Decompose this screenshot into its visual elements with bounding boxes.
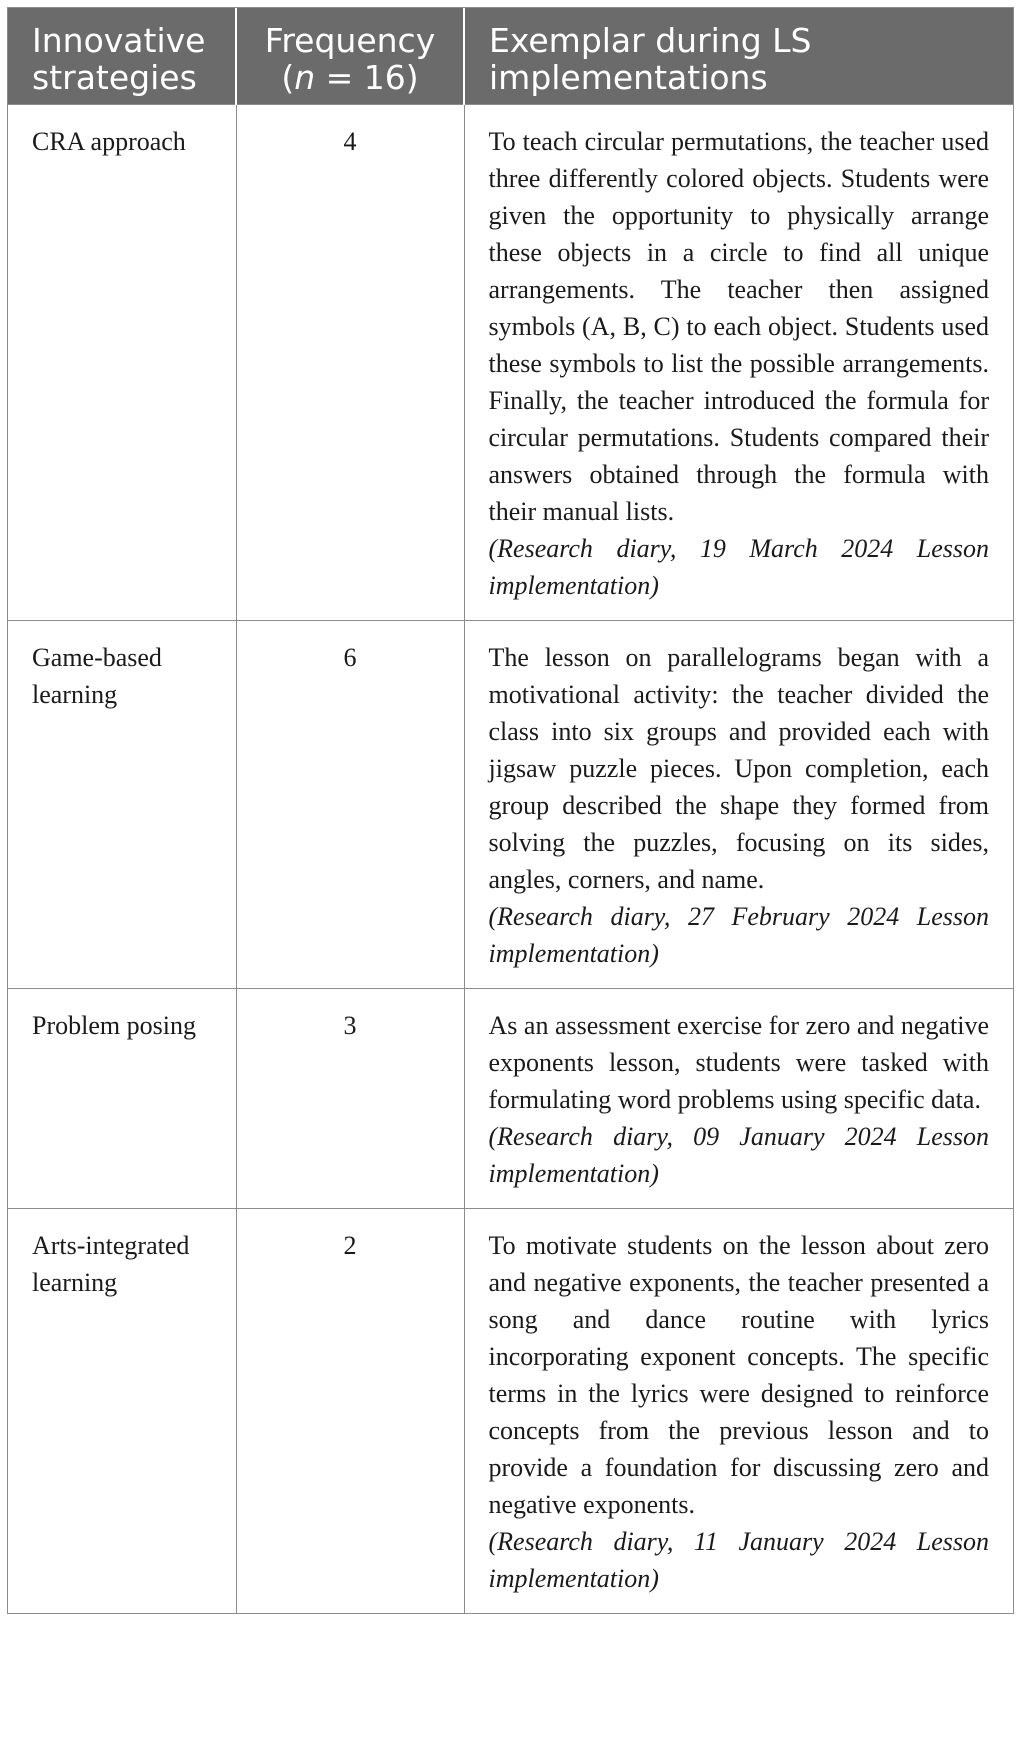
exemplar-text: To motivate students on the lesson about zero and negative exponents, the teacher presented a song and dance routine with lyrics incorporating exponent concepts. The specific terms in the lyrics were designed to reinforce concepts from the previous lesson and to provide a foundation for discussing zero and negative exponents. xyxy=(488,1231,989,1519)
exemplar-cell xyxy=(464,621,1013,989)
exemplar-text: As an assessment exercise for zero and negative exponents lesson, students were tasked with formulating word problems using specific data. xyxy=(488,1011,989,1114)
table-row xyxy=(8,105,1013,621)
exemplar-cell xyxy=(464,989,1013,1209)
exemplar-citation: (Research diary, 09 January 2024 Lesson implementation) xyxy=(488,1122,989,1188)
exemplar-citation: (Research diary, 11 January 2024 Lesson implementation) xyxy=(488,1527,989,1593)
strategy-cell: CRA approach xyxy=(8,105,236,621)
table-body xyxy=(8,105,1013,1614)
strategies-table xyxy=(8,8,1013,1613)
frequency-cell: 3 xyxy=(236,989,464,1209)
frequency-cell: 2 xyxy=(236,1209,464,1614)
table-header xyxy=(8,8,1013,105)
strategy-cell: Problem posing xyxy=(8,989,236,1209)
header-row xyxy=(8,8,1013,105)
header-frequency-label: Frequency xyxy=(264,21,436,60)
header-exemplar: Exemplar during LS implementations xyxy=(464,8,1013,105)
frequency-cell: 4 xyxy=(236,105,464,621)
exemplar-citation: (Research diary, 27 February 2024 Lesson implementation) xyxy=(488,902,989,968)
exemplar-cell xyxy=(464,105,1013,621)
header-strategies: Innovative strategies xyxy=(8,8,236,105)
exemplar-text: The lesson on parallelograms began with a motivational activity: the teacher divided the class into six groups and provided each with jigsaw puzzle pieces. Upon completion, each group described the shape they formed from solving the puzzles, focusing on its sides, angles, corners, and name. xyxy=(488,643,989,894)
exemplar-cell xyxy=(464,1209,1013,1614)
header-frequency-variable: n xyxy=(294,58,316,97)
table-row xyxy=(8,1209,1013,1614)
header-frequency-count: = 16) xyxy=(315,58,419,97)
strategy-cell: Game-based learning xyxy=(8,621,236,989)
strategies-table-container xyxy=(7,7,1014,1614)
header-frequency: Frequency (n = 16) xyxy=(236,8,464,105)
exemplar-citation: (Research diary, 19 March 2024 Lesson implementation) xyxy=(488,534,989,600)
frequency-cell: 6 xyxy=(236,621,464,989)
strategy-cell: Arts-integrated learning xyxy=(8,1209,236,1614)
exemplar-text: To teach circular permutations, the teacher used three differently colored objects. Students were given the opportunity to physically arrange these objects in a circle to find all unique arrangements. The teacher then assigned symbols (A, B, C) to each object. Students used these symbols to list the possible arrangements. Finally, the teacher introduced the formula for circular permutations. Students compared their answers obtained through the formula with their manual lists. xyxy=(488,127,989,526)
table-row xyxy=(8,621,1013,989)
table-row xyxy=(8,989,1013,1209)
